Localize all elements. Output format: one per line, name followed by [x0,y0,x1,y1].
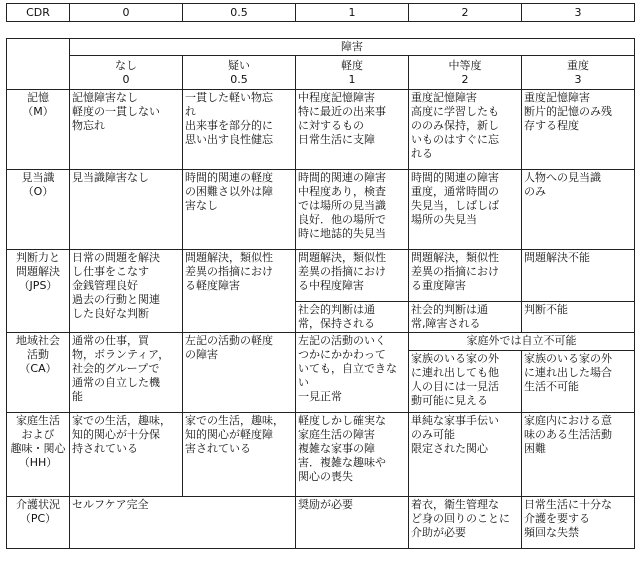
col-name: 重度 [567,58,590,72]
cell-line: 家庭内における意 [524,414,612,427]
cell-community-merged-header: 家庭外では自立不可能 [409,333,635,351]
cell-line: 家族のいる家の外 [524,352,612,365]
cell-line: 時に地誌的失見当 [298,227,386,240]
cell-community-2 [409,351,522,413]
cell-line: 差異の指摘におけ [185,265,273,278]
cell-line: 存する程度 [524,119,579,132]
row-orientation [7,170,635,250]
cell-line: ど身の回りのことに [411,512,510,525]
cell-line: 知的関心が軽度障 [185,428,273,441]
label-line: および [21,428,55,441]
cell-line: 金銭管理良好 [72,279,138,292]
cell-line: 左記の活動の軽度 [185,334,273,347]
cell-line: した良好な判断 [72,307,149,320]
cell-line: のみ可能 [411,428,455,441]
col-level: 2 [461,72,469,86]
cell-line: 通常の仕事，買 [72,334,149,347]
corner-cell [7,39,70,90]
cell-line: 差異の指摘におけ [298,265,386,278]
cell-line: 味のある生活活動 [524,428,612,441]
cell-line: 社会的グループで [72,362,160,375]
col-level: 1 [348,72,356,86]
cell-home-3 [522,413,635,497]
cell-judgment-0 [70,250,183,333]
cell-line: る中程度障害 [298,279,364,292]
domain-label-judgment [7,250,70,333]
label-line: 記憶 [27,91,49,104]
label-line: 問題解決 [16,265,60,278]
cell-line: 問題解決，類似性 [185,251,273,264]
cell-line: 出来事を部分的に [185,119,273,132]
cdr-level-2: 2 [409,4,522,22]
cell-line: いものはすぐに忘 [411,133,499,146]
cell-line: 軽度の一貫しない [72,105,160,118]
col-name: 疑い [228,58,250,72]
cell-home-1 [296,413,409,497]
cdr-level-3: 3 [522,4,635,22]
cell-care-3 [522,497,635,549]
row-memory [7,90,635,170]
cell-line: 奨励が必要 [298,498,353,511]
label-line: 介護状況 [16,498,60,511]
cell-line: 関心の喪失 [298,470,353,483]
cell-line: い [298,376,309,389]
cell-line: る重度障害 [411,279,466,292]
col-header-moderate [409,56,522,90]
cell-judgment-1-bottom [296,302,409,333]
cell-community-1 [296,333,409,413]
label-line: 活動 [27,348,49,361]
cell-line: 物，ボランティア， [72,348,170,361]
cell-care-1 [296,497,409,549]
cell-line: 能 [72,390,83,403]
cell-line: 持されている [72,442,138,455]
cell-line: に連れ出した場合 [524,366,612,379]
cell-line: 害されている [185,442,251,455]
label-line: 趣味・関心 [10,442,66,455]
cell-line: 高度に学習したも [411,105,499,118]
impairment-group-header: 障害 [70,39,635,56]
cell-orientation-2 [409,170,522,250]
cell-line: 単純な家事手伝い [411,414,499,427]
row-home [7,413,635,497]
cell-line: 時間的関連の軽度 [185,171,273,184]
label-line: （M） [22,105,54,118]
cell-line: 特に最近の出来事 [298,105,386,118]
row-judgment-top [7,250,635,302]
cell-line: 着衣，衛生管理な [411,498,499,511]
cell-line: 介助が必要 [411,526,466,539]
label-line: （PC） [19,512,57,525]
cell-community-3 [522,351,635,413]
cell-line: 時間的関連の障害 [411,171,499,184]
row-community-top [7,333,635,351]
cell-line: 重度，通常時間の [411,185,499,198]
cell-line: 判断不能 [524,303,568,316]
label-line: （CA） [19,362,57,375]
cell-line: 中程度記憶障害 [298,91,375,104]
cell-line: 思い出す良性健忘 [185,133,273,146]
domain-label-orientation [7,170,70,250]
cell-line: 害なし [185,199,218,212]
severity-header-row [7,56,635,90]
cell-memory-1 [296,90,409,170]
row-care [7,497,635,549]
col-name: 軽度 [341,58,363,72]
label-line: 見当識 [21,171,55,184]
cell-line: いても，自立できな [298,362,397,375]
cdr-level-0-5: 0.5 [183,4,296,22]
cdr-scale-table [6,3,635,22]
cell-line: のみ [524,185,546,198]
cell-line: る軽度障害 [185,279,240,292]
cell-line: 左記の活動のいく [298,334,386,347]
cell-line: 問題解決，類似性 [411,251,499,264]
col-header-none [70,56,183,90]
domain-label-home [7,413,70,497]
cell-line: 一貫した軽い物忘 [185,91,273,104]
cell-line: 動可能に見える [411,394,488,407]
cell-line: 常，保持される [298,317,375,330]
cell-line: 生活不可能 [524,380,579,393]
cell-orientation-0-5 [183,170,296,250]
label-line: （O） [22,185,54,198]
col-level: 0.5 [230,72,248,86]
domain-label-memory [7,90,70,170]
domain-label-care [7,497,70,549]
cell-line: 記憶障害なし [72,91,138,104]
cell-line: に連れ出しても他 [411,366,499,379]
cell-care-0-0-5 [70,497,296,549]
cell-line: 人の目には一見活 [411,380,499,393]
label-line: 家庭生活 [16,414,60,427]
cell-line: 人物への見当識 [524,171,601,184]
cell-line: に対するもの [298,119,364,132]
cell-line: 複雑な家事の障 [298,442,375,455]
cell-judgment-0-5 [183,250,296,333]
cell-line: 場所の失見当 [411,213,477,226]
cell-line: 頻回な失禁 [524,526,579,539]
cell-line: 断片的記憶のみ残 [524,105,612,118]
cell-line: 失見当，しばしば [411,199,499,212]
cdr-level-1: 1 [296,4,409,22]
cdr-level-0: 0 [70,4,183,22]
label-line: 判断力と [16,251,60,264]
cell-line: セルフケア完全 [72,498,149,511]
impairment-header-row [7,39,635,56]
col-level: 3 [574,72,582,86]
cell-line: れ [185,105,196,118]
cell-line: 問題解決，類似性 [298,251,386,264]
cell-line: 通常の自立した機 [72,376,160,389]
cell-line: 過去の行動と関連 [72,293,160,306]
cell-line: 社会的判断は通 [298,303,375,316]
cell-line: ののみ保持，新し [411,119,499,132]
cdr-scale-row [7,4,635,22]
cell-line: 害．複雑な趣味や [298,456,386,469]
cell-memory-0-5 [183,90,296,170]
cell-community-0-5 [183,333,296,413]
col-header-questionable [183,56,296,90]
cell-orientation-3 [522,170,635,250]
cell-line: 介護を要する [524,512,590,525]
cell-judgment-1-top [296,250,409,302]
cell-line: では場所の見当識 [298,199,386,212]
cdr-criteria-table [6,38,635,549]
cell-line: 常,障害される [411,317,481,330]
cell-line: 社会的判断は通 [411,303,488,316]
cell-line: 限定された関心 [411,442,488,455]
cell-line: 困難 [524,442,546,455]
cell-judgment-3-top [522,250,635,302]
cell-judgment-2-bottom [409,302,522,333]
cell-line: 日常生活に支障 [298,133,375,146]
cell-line: 差異の指摘におけ [411,265,499,278]
cell-line: し仕事をこなす [72,265,149,278]
cell-line: 良好．他の場所で [298,213,386,226]
cell-judgment-2-top [409,250,522,302]
cell-community-0 [70,333,183,413]
cell-line: 知的関心が十分保 [72,428,160,441]
cell-orientation-0 [70,170,183,250]
cell-line: 軽度しかし確実な [298,414,386,427]
cell-line: つかにかかわって [298,348,386,361]
cell-line: の障害 [185,348,218,361]
cell-line: の困難さ以外は障 [185,185,273,198]
col-level: 0 [122,72,130,86]
cell-orientation-1 [296,170,409,250]
cell-line: 一見正常 [298,390,342,403]
cell-line: れる [411,147,433,160]
label-line: （HH） [18,456,58,469]
cell-line: 家庭生活の障害 [298,428,375,441]
label-line: （JPS） [18,279,58,292]
cell-memory-2 [409,90,522,170]
col-name: なし [115,58,137,72]
cell-care-2 [409,497,522,549]
cell-line: 日常の問題を解決 [72,251,160,264]
cell-line: 日常生活に十分な [524,498,612,511]
cell-line: 見当識障害なし [72,171,149,184]
cell-memory-0 [70,90,183,170]
col-name: 中等度 [448,58,482,72]
cell-line: 中程度あり，検査 [298,185,386,198]
cell-memory-3 [522,90,635,170]
cell-judgment-3-bottom [522,302,635,333]
cell-line: 重度記憶障害 [524,91,590,104]
domain-label-community [7,333,70,413]
cell-home-2 [409,413,522,497]
label-line: 地域社会 [16,334,60,347]
col-header-mild [296,56,409,90]
col-header-severe [522,56,635,90]
cell-line: 家での生活，趣味， [185,414,284,427]
cell-home-0-5 [183,413,296,497]
cell-line: 家での生活，趣味， [72,414,171,427]
cell-line: 時間的関連の障害 [298,171,386,184]
cell-home-0 [70,413,183,497]
cdr-scale-label: CDR [7,4,70,22]
cell-line: 問題解決不能 [524,251,590,264]
cell-line: 重度記憶障害 [411,91,477,104]
cell-line: 家族のいる家の外 [411,352,499,365]
cell-line: 物忘れ [72,119,105,132]
